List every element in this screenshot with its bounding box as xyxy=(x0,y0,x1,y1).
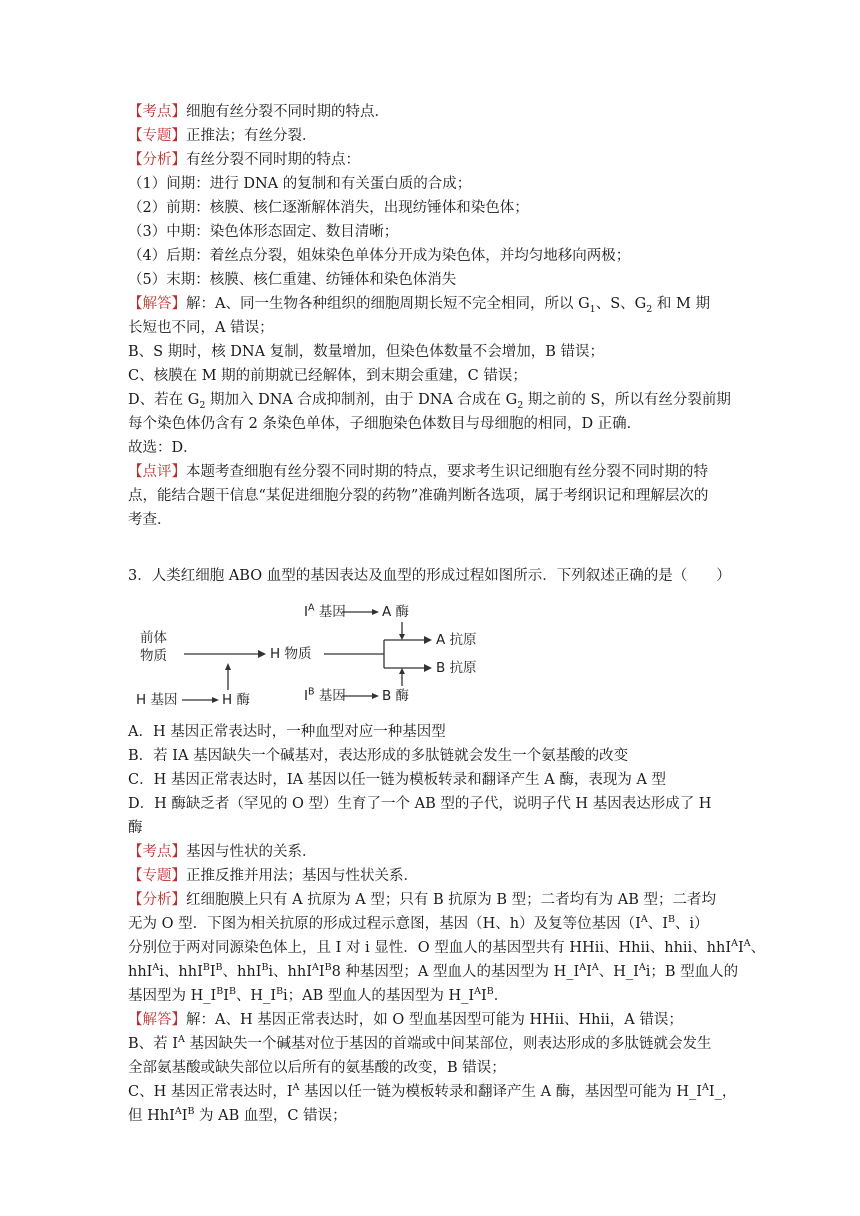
i-letter: I xyxy=(304,604,308,620)
q3-zhuanti-line xyxy=(128,864,734,888)
fenxi-text: 红细胞膜上只有 A 抗原为 A 型；只有 B 抗原为 B 型；二者均有为 AB 型；二者均 xyxy=(186,892,716,908)
jieda-d-text: D、若在 G xyxy=(128,392,200,408)
fenxi-text: 无为 O 型．下图为相关抗原的形成过程示意图，基因（H、h）及复等位基因（I xyxy=(128,916,641,932)
jieda-tag: 【解答】 xyxy=(128,296,186,312)
option-a: A．H 基因正常表达时，一种血型对应一种基因型 xyxy=(128,724,446,740)
zhuanti-text: 正推法；有丝分裂． xyxy=(186,128,317,144)
superscript: A xyxy=(638,962,646,974)
question-3-stem: 3．人类红细胞 ABO 血型的基因表达及血型的形成过程如图所示．下列叙述正确的是（ ） xyxy=(128,568,731,584)
option-b: B．若 IA 基因缺失一个碱基对，表达形成的多肽链就会发生一个氨基酸的改变 xyxy=(128,748,629,764)
jieda-a-line xyxy=(128,292,734,316)
fenxi-line xyxy=(128,148,734,172)
fenxi-text: 、i） xyxy=(674,916,709,932)
q3-jieda-b-cont: 全部氨基酸或缺失部位以后所有的氨基酸的改变，B 错误； xyxy=(128,1060,506,1076)
jieda-text: 为 AB 血型，C 错误； xyxy=(194,1108,347,1124)
jieda-a-text: 和 M 期 xyxy=(652,296,710,312)
subscript: 1 xyxy=(589,303,596,315)
q3-fenxi-5 xyxy=(128,984,734,1008)
jieda-text: I_， xyxy=(708,1084,737,1100)
superscript: B xyxy=(228,986,236,998)
fenxi-text: 8 种基因型；A 型血人的基因型为 H_I xyxy=(331,964,580,980)
jieda-a-text: 解：A、同一生物各种组织的细胞周期长短不完全相同，所以 G xyxy=(186,296,590,312)
answer-choice: 故选：D． xyxy=(128,440,198,456)
q3-fenxi-2 xyxy=(128,912,734,936)
dianping-cont-2: 考查． xyxy=(128,512,172,528)
superscript: A xyxy=(152,962,160,974)
fenxi-text: I xyxy=(586,964,592,980)
abo-pathway-diagram xyxy=(132,602,477,712)
superscript: B xyxy=(216,986,224,998)
jieda-text: C、H 基因正常表达时，I xyxy=(128,1084,293,1100)
kaodian-text: 基因与性状的关系． xyxy=(186,844,317,860)
zhuanti-tag: 【专题】 xyxy=(128,128,186,144)
jieda-text: B、若 I xyxy=(128,1036,178,1052)
superscript: A xyxy=(743,938,751,950)
q3-jieda-c xyxy=(128,1080,737,1104)
q3-jieda-c-cont xyxy=(128,1104,734,1128)
fenxi-text: i；B 型血人的 xyxy=(645,964,739,980)
q3-jieda-b xyxy=(128,1032,734,1056)
superscript: A xyxy=(731,938,738,950)
fenxi-text: hhI xyxy=(128,964,153,980)
superscript: B xyxy=(667,914,675,926)
jieda-d-text: 期之前的 S，所以有丝分裂前期 xyxy=(523,392,731,408)
dianping-cont-1: 点，能结合题干信息“某促进细胞分裂的药物”准确判断各选项，属于考纲识记和理解层次的 xyxy=(128,488,709,504)
superscript: B xyxy=(215,962,223,974)
kaodian-tag: 【考点】 xyxy=(128,844,186,860)
dianping-text: 本题考查细胞有丝分裂不同时期的特点，要求考生识记细胞有丝分裂不同时期的特 xyxy=(186,464,708,480)
jieda-a-text: 、S、G xyxy=(595,296,647,312)
fenxi-text: 、 xyxy=(750,940,766,956)
superscript: A xyxy=(579,962,587,974)
b-enzyme-label: B 酶 xyxy=(382,688,410,704)
jieda-d-line xyxy=(128,388,734,412)
superscript: B xyxy=(486,986,494,998)
fenxi-text: 、hhI xyxy=(222,964,262,980)
fenxi-text: 、H_I xyxy=(235,988,277,1004)
jieda-a-cont: 长短也不同，A 错误； xyxy=(128,320,274,336)
fenxi-tag: 【分析】 xyxy=(128,892,186,908)
fenxi-text: 、H_I xyxy=(598,964,639,980)
phase-3: （3）中期：染色体形态固定、数目清晰； xyxy=(128,224,399,240)
phase-2: （2）前期：核膜、核仁逐渐解体消失，出现纺锤体和染色体； xyxy=(128,200,529,216)
subscript: 2 xyxy=(517,399,524,411)
q3-fenxi-line xyxy=(128,888,734,912)
superscript: B xyxy=(324,962,332,974)
i-letter: I xyxy=(304,688,308,704)
fenxi-text: 、I xyxy=(647,916,668,932)
superscript: A xyxy=(178,1034,185,1046)
phase-1: （1）间期：进行 DNA 的复制和有关蛋白质的合成； xyxy=(128,176,472,192)
fenxi-text: I xyxy=(223,988,229,1004)
jieda-text: 解：A、H 基因正常表达时，如 O 型血基因型可能为 HHii、Hhii，A 错误； xyxy=(186,1012,683,1028)
precursor-label: 前体 xyxy=(140,630,167,646)
q3-fenxi-3 xyxy=(128,936,766,960)
jieda-c: C、核膜在 M 期的前期就已经解体，到末期会重建，C 错误； xyxy=(128,368,527,384)
phase-5: （5）末期：核膜、核仁重建、纺锤体和染色体消失 xyxy=(128,272,457,288)
superscript: A xyxy=(474,986,482,998)
fenxi-text: I xyxy=(481,988,487,1004)
jieda-text: I xyxy=(181,1108,188,1124)
zhuanti-tag: 【专题】 xyxy=(128,868,186,884)
option-d: D．H 酶缺乏者（罕见的 O 型）生育了一个 AB 型的子代，说明子代 H 基因表达形成了 H xyxy=(128,796,712,812)
superscript: B xyxy=(276,986,284,998)
superscript: A xyxy=(311,962,319,974)
kaodian-tag: 【考点】 xyxy=(128,104,186,120)
fenxi-text: I xyxy=(737,940,744,956)
fenxi-text: i；AB 型血人的基因型为 H_I xyxy=(283,988,475,1004)
superscript: A xyxy=(307,602,315,614)
q3-fenxi-4 xyxy=(128,960,739,984)
q3-jieda-line xyxy=(128,1008,734,1032)
gene-text: 基因 xyxy=(318,688,346,704)
gene-text: 基因 xyxy=(318,604,346,620)
subscript: 2 xyxy=(199,399,206,411)
option-d-cont: 酶 xyxy=(128,820,143,836)
fenxi-text: 有丝分裂不同时期的特点： xyxy=(186,152,360,168)
fenxi-text: 基因型为 H_I xyxy=(128,988,217,1004)
document-page xyxy=(128,100,766,1128)
superscript: A xyxy=(174,1106,182,1118)
spacer xyxy=(128,532,734,558)
jieda-b: B、S 期时，核 DNA 复制，数量增加，但染色体数量不会增加，B 错误； xyxy=(128,344,604,360)
fenxi-text: ． xyxy=(493,988,509,1004)
precursor-label: 物质 xyxy=(140,648,167,664)
option-c: C．H 基因正常表达时，IA 基因以任一链为模板转录和翻译产生 A 酶，表现为 A 型 xyxy=(128,772,667,788)
fenxi-text: i、hhI xyxy=(159,964,203,980)
fenxi-text: I xyxy=(318,964,325,980)
superscript: A xyxy=(292,1082,300,1094)
h-substance-label: H 物质 xyxy=(270,646,312,662)
dianping-line xyxy=(128,460,734,484)
jieda-text: 基因缺失一个碱基对位于基因的首端或中间某部位，则表达形成的多肽链就会发生 xyxy=(184,1036,712,1052)
fenxi-text: i、hhI xyxy=(268,964,312,980)
jieda-d-cont: 每个染色体仍含有 2 条染色单体，子细胞染色体数目与母细胞的相同，D 正确． xyxy=(128,416,642,432)
fenxi-text: I xyxy=(209,964,216,980)
h-gene-label: H 基因 xyxy=(136,692,178,708)
phase-4: （4）后期：着丝点分裂，姐妹染色单体分开成为染色体，并均匀地移向两极； xyxy=(128,248,631,264)
jieda-tag: 【解答】 xyxy=(128,1012,186,1028)
superscript: A xyxy=(701,1082,709,1094)
fenxi-tag: 【分析】 xyxy=(128,152,186,168)
jieda-text: 基因以任一链为模板转录和翻译产生 A 酶，基因型可能为 H_I xyxy=(299,1084,702,1100)
ib-gene-label xyxy=(304,688,346,704)
dianping-tag: 【点评】 xyxy=(128,464,186,480)
h-enzyme-label: H 酶 xyxy=(222,692,250,708)
a-enzyme-label: A 酶 xyxy=(382,604,410,620)
ia-gene-label xyxy=(304,604,346,620)
superscript: B xyxy=(202,962,210,974)
jieda-d-text: 期加入 DNA 合成抑制剂，由于 DNA 合成在 G xyxy=(205,392,518,408)
superscript: B xyxy=(187,1106,195,1118)
zhuanti-text: 正推反推并用法；基因与性状关系． xyxy=(186,868,418,884)
q3-kaodian-line xyxy=(128,840,734,864)
superscript: B xyxy=(307,686,315,698)
jieda-text: 但 HhI xyxy=(128,1108,175,1124)
b-antigen-label: B 抗原 xyxy=(436,660,477,676)
a-antigen-label: A 抗原 xyxy=(436,632,477,648)
superscript: A xyxy=(591,962,599,974)
superscript: B xyxy=(261,962,269,974)
subscript: 2 xyxy=(646,303,653,315)
kaodian-line xyxy=(128,100,734,124)
fenxi-text: 分别位于两对同源染色体上，且 I 对 i 显性．O 型血人的基因型共有 HHii、Hhii、hhii、hhI xyxy=(128,940,732,956)
kaodian-text: 细胞有丝分裂不同时期的特点． xyxy=(186,104,389,120)
superscript: A xyxy=(640,914,648,926)
zhuanti-line xyxy=(128,124,734,148)
